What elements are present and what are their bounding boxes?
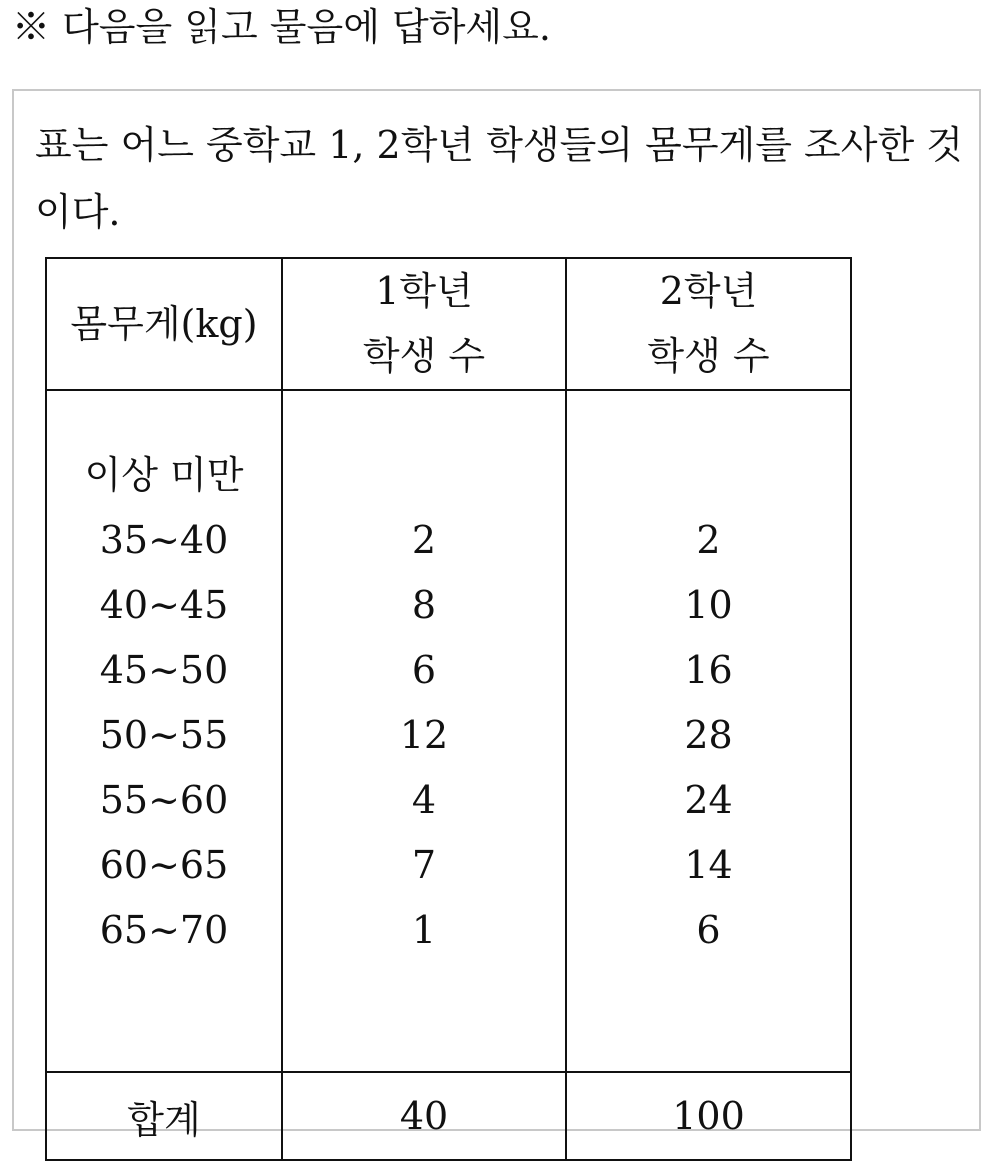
header-weight [46, 258, 282, 390]
header-grade1-line1: 1학년 [375, 269, 473, 313]
header-grade2-line1: 2학년 [659, 269, 758, 313]
range-cell: 50~55 [99, 713, 229, 757]
range-cell: 55~60 [99, 778, 229, 822]
grade1-count: 6 [411, 648, 437, 692]
total-grade1: 40 [282, 1072, 566, 1160]
table-body-row [46, 390, 851, 1072]
grade1-count: 4 [411, 778, 437, 822]
header-grade2 [566, 258, 851, 390]
grade1-count: 2 [411, 518, 437, 562]
header-weight-label: 몸무게(kg) [70, 302, 258, 346]
table-total-row [46, 1072, 851, 1160]
table-header-row [46, 258, 851, 390]
range-column [46, 390, 282, 1072]
grade2-count: 16 [684, 648, 733, 692]
range-cell: 45~50 [99, 648, 229, 692]
grade2-count: 2 [696, 518, 721, 562]
header-grade2-line2: 학생 수 [647, 334, 770, 378]
grade1-count: 12 [399, 713, 449, 757]
header-grade1-line2: 학생 수 [362, 334, 486, 378]
grade2-count: 10 [684, 583, 733, 627]
range-label: 이상 미만 [84, 453, 244, 497]
grade1-count: 1 [411, 908, 437, 952]
intro-text: 표는 어느 중학교 1, 2학년 학생들의 몸무게를 조사한 것이다. [35, 123, 963, 234]
grade1-count: 8 [411, 583, 437, 627]
grade1-column [282, 390, 566, 1072]
total-grade2: 100 [566, 1072, 851, 1160]
grade1-count: 7 [411, 843, 437, 887]
grade2-count: 14 [684, 843, 733, 887]
instruction-text: ※ 다음을 읽고 물음에 답하세요. [12, 5, 551, 49]
grade2-column [566, 390, 851, 1072]
grade2-count: 28 [684, 713, 733, 757]
grade2-count: 6 [696, 908, 721, 952]
range-cell: 40~45 [99, 583, 229, 627]
total-label: 합계 [46, 1072, 282, 1160]
range-cell: 35~40 [99, 518, 229, 562]
frequency-table [45, 257, 852, 1161]
grade2-count: 24 [684, 778, 733, 822]
range-cell: 65~70 [99, 908, 229, 952]
header-grade1 [282, 258, 566, 390]
range-cell: 60~65 [99, 843, 229, 887]
